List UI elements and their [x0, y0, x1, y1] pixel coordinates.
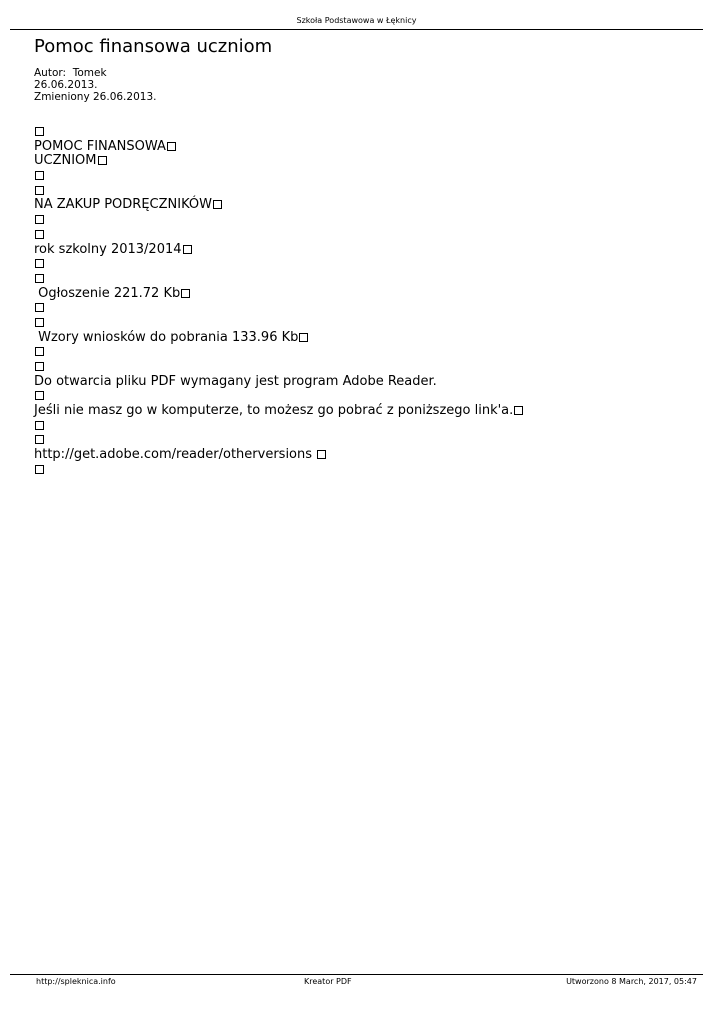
body-line: [34, 345, 694, 360]
author-label: Autor:: [34, 67, 67, 79]
body-line: NA ZAKUP PODRĘCZNIKÓW: [34, 198, 694, 213]
body-line: [34, 433, 694, 448]
footer-creator: Kreator PDF: [304, 977, 352, 986]
body-line: [34, 125, 694, 140]
body-line: [34, 301, 694, 316]
article-modified: Zmieniony 26.06.2013.: [34, 91, 157, 103]
reader-download-link[interactable]: http://get.adobe.com/reader/otherversions: [34, 448, 694, 463]
body-line: [34, 213, 694, 228]
body-line: Ogłoszenie 221.72 Kb: [34, 287, 694, 302]
body-line: [34, 360, 694, 375]
page-header: [10, 15, 703, 30]
body-line: [34, 463, 694, 478]
article-meta: [34, 67, 156, 103]
body-line: UCZNIOM: [34, 154, 694, 169]
footer-created: Utworzono 8 March, 2017, 05:47: [566, 977, 697, 986]
footer-url[interactable]: http://spleknica.info: [36, 977, 116, 986]
body-line: [34, 169, 694, 184]
body-line: Wzory wniosków do pobrania 133.96 Kb: [34, 331, 694, 346]
body-line: [34, 419, 694, 434]
article-date: 26.06.2013.: [34, 79, 98, 91]
article-body: [34, 125, 694, 478]
body-line: rok szkolny 2013/2014: [34, 243, 694, 258]
page-footer: [10, 974, 703, 987]
article-title: Pomoc finansowa uczniom: [34, 36, 273, 57]
body-line: [34, 316, 694, 331]
body-line: Jeśli nie masz go w komputerze, to możesz go pobrać z poniższego link'a.: [34, 404, 694, 419]
body-line: [34, 389, 694, 404]
body-line: [34, 228, 694, 243]
body-line: [34, 257, 694, 272]
body-line: [34, 272, 694, 287]
body-line: Do otwarcia pliku PDF wymagany jest program Adobe Reader.: [34, 373, 437, 389]
author-line: [34, 67, 156, 79]
body-line: POMOC FINANSOWA: [34, 140, 694, 155]
site-name: Szkoła Podstawowa w Łęknicy: [296, 16, 417, 25]
author-name: Tomek: [72, 67, 107, 79]
